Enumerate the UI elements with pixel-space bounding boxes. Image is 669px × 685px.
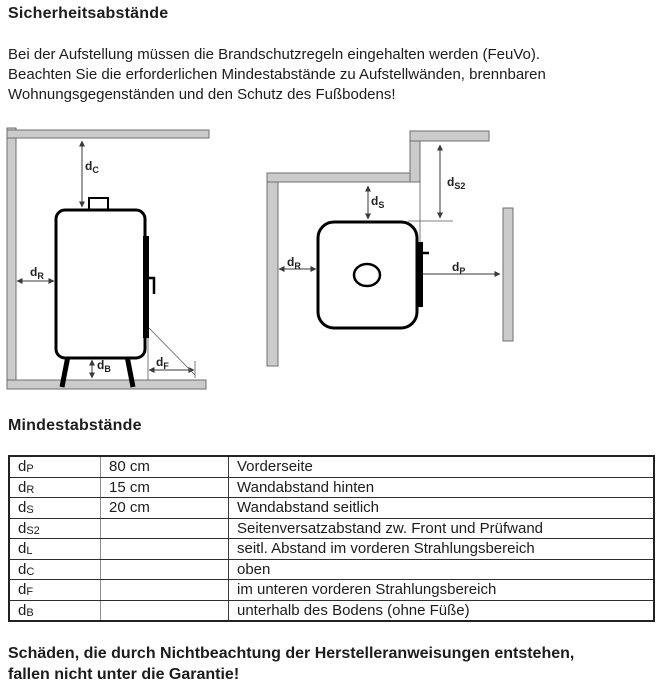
- table-row: dP 80 cm Vorderseite: [9, 456, 654, 477]
- top-view-rear-wall: [267, 173, 278, 366]
- distance-symbol: d: [18, 458, 27, 476]
- warning-line: fallen nicht unter die Garantie!: [8, 666, 240, 683]
- distance-symbol: d: [18, 499, 27, 517]
- distance-description: seitl. Abstand im vorderen Strahlungsbereich: [229, 539, 655, 560]
- page-title: Sicherheitsabstände: [8, 5, 169, 22]
- distance-value: [101, 600, 229, 621]
- intro-line: Beachten Sie die erforderlichen Mindestabstände zu Aufstellwänden, brennbaren: [8, 66, 546, 83]
- dF-label: $d_F$: [156, 355, 169, 371]
- left-view-floor: [7, 380, 206, 389]
- dS-label: $d_S$: [371, 194, 385, 210]
- left-view-rear-wall: [7, 128, 16, 389]
- stove-door-top-view: [417, 242, 423, 307]
- left-view-ceiling: [7, 130, 209, 138]
- distance-symbol: d: [18, 478, 27, 496]
- table-row: dS2 Seitenversatzabstand zw. Front und Prüfwand: [9, 518, 654, 539]
- stove-door-handle: [149, 278, 154, 294]
- dB-label: $d_B$: [97, 358, 111, 374]
- distance-description: Wandabstand hinten: [229, 477, 655, 498]
- stove-flue-circle: [354, 264, 380, 286]
- table-row: dF im unteren vorderen Strahlungsbereich: [9, 580, 654, 601]
- warranty-warning: [8, 643, 663, 685]
- stove-door-side-view: [143, 236, 149, 338]
- distance-value: [101, 559, 229, 580]
- top-view-offset-wall: [410, 131, 489, 141]
- distance-value: [101, 580, 229, 601]
- intro-paragraph: [8, 45, 663, 105]
- distance-description: unterhalb des Bodens (ohne Füße): [229, 600, 655, 621]
- top-view-side-wall: [267, 173, 420, 182]
- distance-description: Wandabstand seitlich: [229, 498, 655, 519]
- top-view-test-wall: [503, 208, 513, 341]
- warning-line: Schäden, die durch Nichtbeachtung der Herstelleranweisungen entstehen,: [8, 645, 575, 662]
- dP-label: $d_P$: [452, 260, 466, 276]
- distance-description: im unteren vorderen Strahlungsbereich: [229, 580, 655, 601]
- distance-symbol: d: [18, 540, 27, 558]
- safety-distance-diagrams: [0, 118, 669, 410]
- distance-value: 80 cm: [101, 456, 229, 477]
- intro-line: Bei der Aufstellung müssen die Brandschutzregeln eingehalten werden (FeuVo).: [8, 46, 540, 63]
- dC-label: $d_C$: [85, 159, 99, 175]
- distance-value: 15 cm: [101, 477, 229, 498]
- table-row: dC oben: [9, 559, 654, 580]
- stove-body-side-view: [56, 210, 145, 358]
- distance-symbol: d: [18, 519, 27, 537]
- distance-description: oben: [229, 559, 655, 580]
- distance-symbol: d: [18, 581, 27, 599]
- distance-symbol: d: [18, 560, 27, 578]
- table-row: dL seitl. Abstand im vorderen Strahlungsbereich: [9, 539, 654, 560]
- min-distances-table: [8, 455, 655, 622]
- distance-value: [101, 539, 229, 560]
- distance-symbol: d: [18, 601, 27, 619]
- table-heading: Mindestabstände: [8, 417, 142, 434]
- distance-value: [101, 518, 229, 539]
- distance-description: Vorderseite: [229, 456, 655, 477]
- distance-value: 20 cm: [101, 498, 229, 519]
- intro-line: Wohnungsgegenständen und den Schutz des Fußbodens!: [8, 86, 396, 103]
- table-row: dR 15 cm Wandabstand hinten: [9, 477, 654, 498]
- dR-label-left-view: $d_R$: [30, 265, 44, 281]
- dS2-label: $d_{S2}$: [447, 175, 466, 191]
- table-row: dS 20 cm Wandabstand seitlich: [9, 498, 654, 519]
- distance-description: Seitenversatzabstand zw. Front und Prüfwand: [229, 518, 655, 539]
- table-row: dB unterhalb des Bodens (ohne Füße): [9, 600, 654, 621]
- dR-label-top-view: $d_R$: [287, 255, 301, 271]
